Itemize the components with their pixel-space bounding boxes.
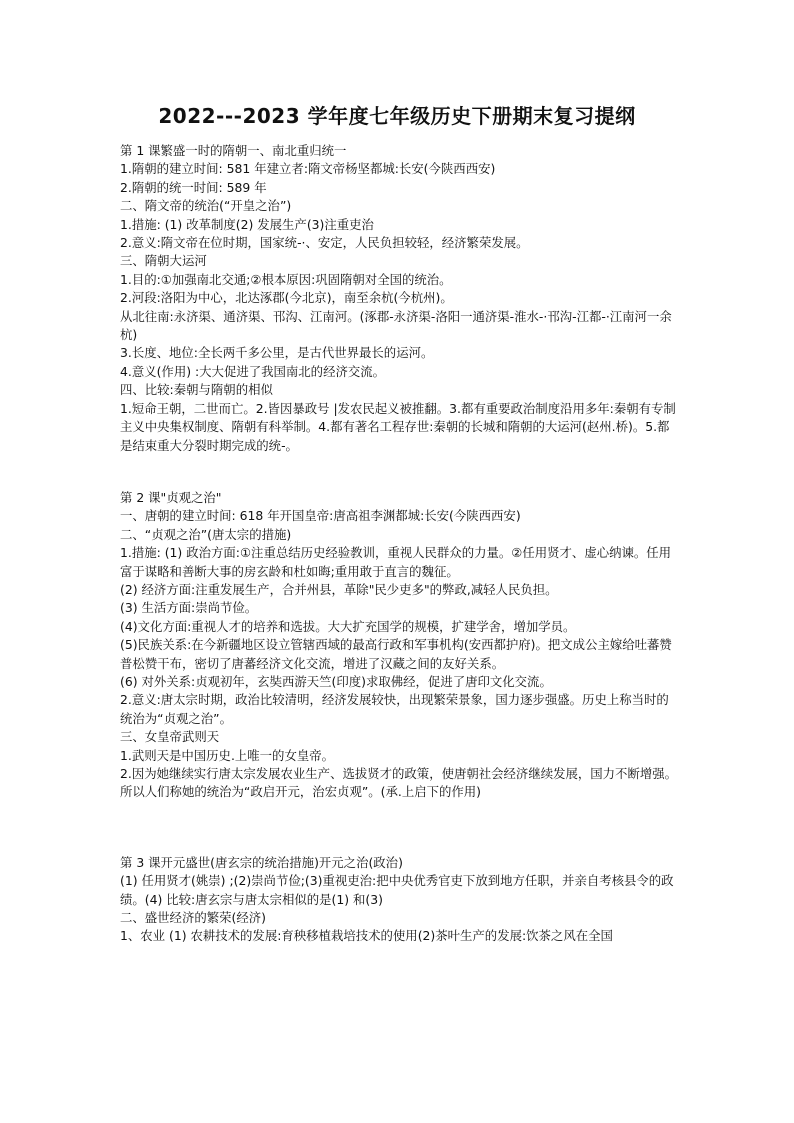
text-line: 2.河段:洛阳为中心，北达涿郡(今北京)，南至余杭(今杭州)。 (120, 290, 453, 306)
lesson-heading: 第 3 课开元盛世(唐玄宗的统治措施)开元之治(政治) (120, 854, 403, 870)
text-line: (2) 经济方面:注重发展生产，合并州县，革除"民少吏多"的弊政,减轻人民负担。 (120, 581, 558, 597)
lesson-2-section (120, 489, 680, 802)
section-heading: 三、隋朝大运河 (120, 253, 207, 269)
spacer (120, 802, 680, 854)
spacer (120, 455, 680, 489)
lesson-heading: 第 1 课繁盛一时的隋朝一、南北重归统一 (120, 143, 347, 158)
text-line: (1) 任用贤才(姚崇) ;(2)崇尚节俭;(3)重视吏治:把中央优秀官吏下放到地方任职，并亲自考核县令的政绩。(4) 比较:唐玄宗与唐太宗相似的是(1) 和(3) (120, 873, 674, 907)
lesson-1-section (120, 142, 680, 455)
text-line: 1、农业 (1) 农耕技术的发展:育秧移植栽培技术的使用(2)茶叶生产的发展:饮茶之风在全国 (120, 928, 613, 944)
text-line: 1.措施: (1) 政治方面:①注重总结历史经验教训，重视人民群众的力量。②任用贤才、虚心纳谏。任用富于谋略和善断大事的房玄龄和杜如晦;重用敢于直言的魏征。 (120, 545, 672, 579)
text-line: 1.目的:①加强南北交通;②根本原因:巩固隋朝对全国的统治。 (120, 271, 452, 287)
lesson-3-section (120, 854, 680, 946)
text-line: 一、唐朝的建立时间: 618 年开国皇帝:唐高祖李渊都城:长安(今陕西西安) (120, 508, 521, 524)
text-line: (4)文化方面:重视人才的培养和选拔。大大扩充国学的规模，扩建学舍，增加学员。 (120, 618, 576, 634)
text-line: 1.隋朝的建立时间: 581 年建立者:隋文帝杨坚都城:长安(今陕西西安) (120, 161, 496, 177)
section-heading: 二、隋文帝的统治(“开皇之治”) (120, 198, 292, 214)
section-heading: 二、盛世经济的繁荣(经济) (120, 910, 266, 926)
text-line: 1.短命王朝，二世而亡。2.皆因暴政号 |发农民起义被推翻。3.都有重要政治制度沿用多年:秦朝有专制主义中央集权制度、隋朝有科举制。4.都有著名工程存世:秦朝的长城和隋朝的大运河(赵州.桥)。5.都是结束重大分裂时期完成的统-。 (120, 400, 676, 453)
text-line: 2.隋朝的统一时间: 589 年 (120, 179, 267, 195)
section-heading: 二、“贞观之治”(唐太宗的措施) (120, 526, 292, 542)
text-line: (3) 生活方面:崇尚节俭。 (120, 600, 258, 616)
section-heading: 三、女皇帝武则天 (120, 729, 220, 745)
text-line: 4.意义(作用) :大大促进了我国南北的经济交流。 (120, 363, 386, 379)
text-line: 从北往南:永济渠、通济渠、邗沟、江南河。(涿郡-永济渠-洛阳一通济渠-淮水-·邗沟-江都-·江南河一余杭) (120, 308, 672, 343)
text-line: (6) 对外关系:贞观初年，玄奘西游天竺(印度)求取佛经，促进了唐印文化交流。 (120, 673, 552, 689)
section-heading: 四、比较:秦朝与隋朝的相似 (120, 382, 273, 398)
document-body (120, 142, 680, 946)
document-title: 2022---2023 学年度七年级历史下册期末复习提纲 (158, 104, 636, 128)
lesson-heading: 第 2 课"贞观之治" (120, 489, 222, 505)
text-line: (5)民族关系:在今新疆地区设立管辖西域的最高行政和军事机构(安西都护府)。把文成公主嫁给吐蕃赞普松赞干布，密切了唐蕃经济文化交流，增进了汉藏之间的友好关系。 (120, 637, 672, 671)
text-line: 2.意义:隋文帝在位时期，国家统-·、安定，人民负担较轻，经济繁荣发展。 (120, 235, 529, 251)
text-line: 2.意义:唐太宗时期，政治比较清明，经济发展较快，出现繁荣景象，国力逐步强盛。历史上称当时的统治为“贞观之治”。 (120, 692, 669, 726)
text-line: 1.武则天是中国历史.上唯一的女皇帝。 (120, 747, 335, 763)
text-line: 3.长度、地位:全长两千多公里，是古代世界最长的运河。 (120, 345, 434, 361)
text-line: 2.因为她继续实行唐太宗发展农业生产、选拔贤才的政策，使唐朝社会经济继续发展，国力不断增强。所以人们称她的统治为“政启开元，治宏贞观”。(承.上启下的作用) (120, 766, 678, 800)
text-line: 1.措施: (1) 改革制度(2) 发展生产(3)注重吏治 (120, 216, 374, 232)
